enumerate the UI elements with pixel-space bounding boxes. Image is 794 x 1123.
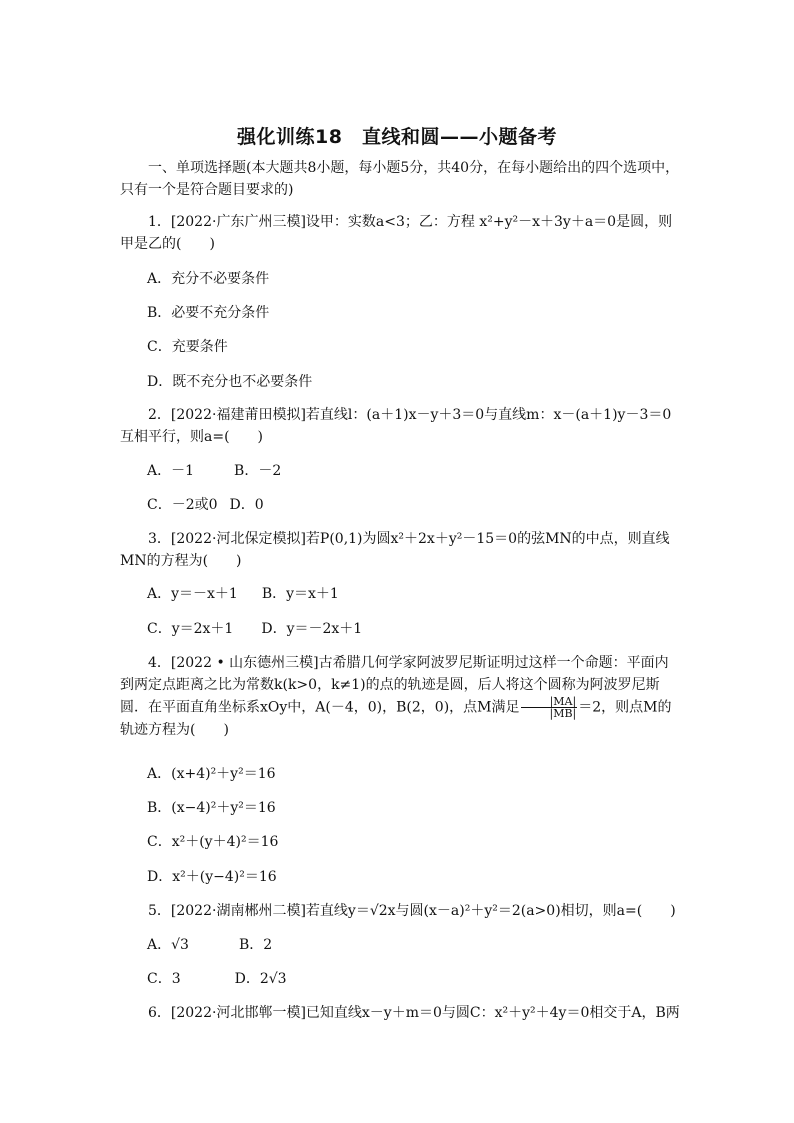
question-4-option-a: A．(x+4)²＋y²＝16 [147,766,276,782]
question-6-stem: 6．[2022·河北邯郸一模]已知直线x－y＋m＝0与圆C：x²＋y²＋4y＝0相交于A，B两 [148,1005,680,1021]
question-3-option-c: C．y＝2x＋1 [147,621,234,637]
question-5-options-row-1 [147,934,272,954]
fraction-numerator: |MA| [521,696,578,708]
question-5-option-c: C．3 [147,971,181,987]
question-5-option-b: B．2 [238,937,273,953]
question-2-stem: 2．[2022·福建莆田模拟]若直线l：(a＋1)x－y＋3＝0与直线m：x－(a＋1)y－3＝0互相平行，则a=( ) [120,407,672,445]
question-2-option-b: B．－2 [234,463,282,479]
question-3-options-row-1 [147,583,339,603]
section-header: 一、单项选择题(本大题共8小题，每小题5分，共40分，在每小题给出的四个选项中，只有一个是符合题目要求的) [120,160,680,198]
page-title: 强化训练18 直线和圆——小题备考 [237,126,557,148]
question-1-option-a: A．充分不必要条件 [147,271,270,287]
question-5-option-d: D．2√3 [234,971,287,987]
question-4-stem [120,652,680,741]
question-2-options-row-1 [147,460,281,480]
question-1-option-c: C．充要条件 [147,339,228,355]
question-4-option-d: D．x²＋(y−4)²＝16 [147,869,277,885]
question-4-stem-part-2: ＝2，则点M的轨迹方程为( ) [120,699,672,738]
question-2-option-c: C．－2或0 [147,497,218,513]
question-4-option-b: B．(x−4)²＋y²＝16 [147,800,276,816]
question-3-option-a: A．y＝－x＋1 [147,586,238,602]
question-3-options-row-2 [147,618,362,638]
question-1-stem: 1．[2022·广东广州三模]设甲：实数a<3；乙：方程 x²+y²－x＋3y＋a＝0是圆，则甲是乙的( ) [120,214,673,252]
question-5-options-row-2 [147,968,287,988]
question-1-option-b: B．必要不充分条件 [147,305,270,321]
question-3-stem: 3．[2022·河北保定模拟]若P(0,1)为圆x²＋2x＋y²－15＝0的弦MN的中点，则直线MN的方程为( ) [120,531,670,569]
question-4-stem-part-1: 4．[2022 • 山东德州三模]古希腊几何学家阿波罗尼斯证明过这样一个命题：平面内到两定点距离之比为常数k(k>0，k≠1)的点的轨迹是圆，后人将这个圆称为阿波罗尼斯圆．在平面直角坐标系xOy中，A(－4，0)，B(2，0)，点M满足 [120,655,669,716]
question-2-option-a: A．－1 [147,463,195,479]
question-4-option-c: C．x²＋(y＋4)²＝16 [147,834,279,850]
question-3-option-b: B．y＝x＋1 [261,586,339,602]
question-3-option-d: D．y＝－2x＋1 [261,621,363,637]
question-2-option-d: D．0 [229,497,264,513]
question-2-options-row-2 [147,494,264,514]
question-5-option-a: A．√3 [147,937,189,953]
question-5-stem: 5．[2022·湖南郴州二模]若直线y＝√2x与圆(x－a)²＋y²＝2(a>0)相切，则a=( ) [148,903,676,919]
ratio-fraction [521,696,578,719]
fraction-denominator: |MB| [549,707,577,720]
question-1-option-d: D．既不充分也不必要条件 [147,374,313,390]
